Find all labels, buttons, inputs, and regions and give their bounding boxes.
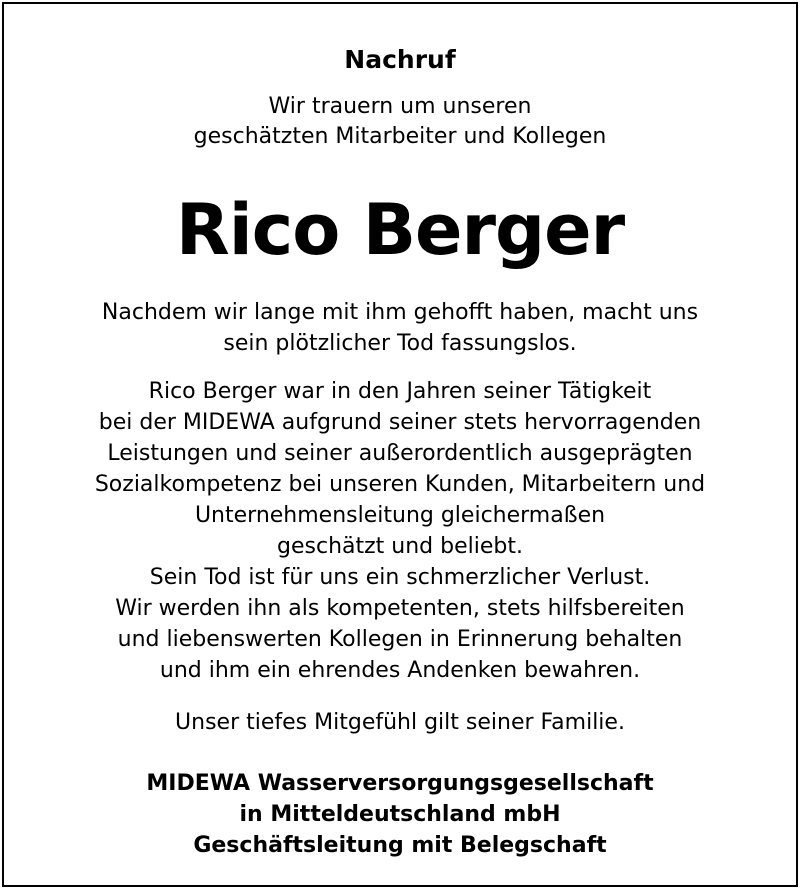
intro-line: Wir trauern um unseren bbox=[268, 94, 532, 119]
paragraph-condolence bbox=[4, 707, 796, 738]
paragraph-hope bbox=[4, 297, 796, 359]
paragraph-line: Wir werden ihn als kompetenten, stets hilfsbereiten bbox=[115, 596, 685, 621]
paragraph-line: und liebenswerten Kollegen in Erinnerung behalten bbox=[117, 627, 683, 652]
notice-heading: Nachruf bbox=[344, 45, 456, 74]
signature-block bbox=[4, 768, 796, 861]
paragraph-line: Sozialkompetenz bei unseren Kunden, Mitarbeitern und bbox=[94, 472, 706, 497]
paragraph-line: Nachdem wir lange mit ihm gehofft haben, macht uns bbox=[101, 300, 699, 325]
paragraph-line: Leistungen und seiner außerordentlich ausgeprägten bbox=[107, 441, 693, 466]
signature-line: in Mitteldeutschland mbH bbox=[239, 802, 561, 827]
signature-line: Geschäftsleitung mit Belegschaft bbox=[193, 833, 607, 858]
deceased-name: Rico Berger bbox=[175, 189, 625, 271]
paragraph-line: Unternehmensleitung gleichermaßen bbox=[194, 503, 606, 528]
intro-text bbox=[4, 92, 796, 152]
signature-line: MIDEWA Wasserversorgungsgesellschaft bbox=[146, 771, 654, 796]
paragraph-line: geschätzt und beliebt. bbox=[277, 534, 523, 559]
paragraph-line: Sein Tod ist für uns ein schmerzlicher Verlust. bbox=[149, 565, 651, 590]
paragraph-line: sein plötzlicher Tod fassungslos. bbox=[223, 331, 577, 356]
intro-line: geschätzten Mitarbeiter und Kollegen bbox=[193, 124, 607, 149]
paragraph-line: und ihm ein ehrendes Andenken bewahren. bbox=[159, 658, 641, 683]
paragraph-tribute bbox=[4, 376, 796, 686]
obituary-frame bbox=[2, 2, 798, 887]
paragraph-line: Unser tiefes Mitgefühl gilt seiner Familie. bbox=[175, 710, 625, 735]
paragraph-line: Rico Berger war in den Jahren seiner Tätigkeit bbox=[148, 379, 652, 404]
paragraph-line: bei der MIDEWA aufgrund seiner stets hervorragenden bbox=[98, 410, 702, 435]
